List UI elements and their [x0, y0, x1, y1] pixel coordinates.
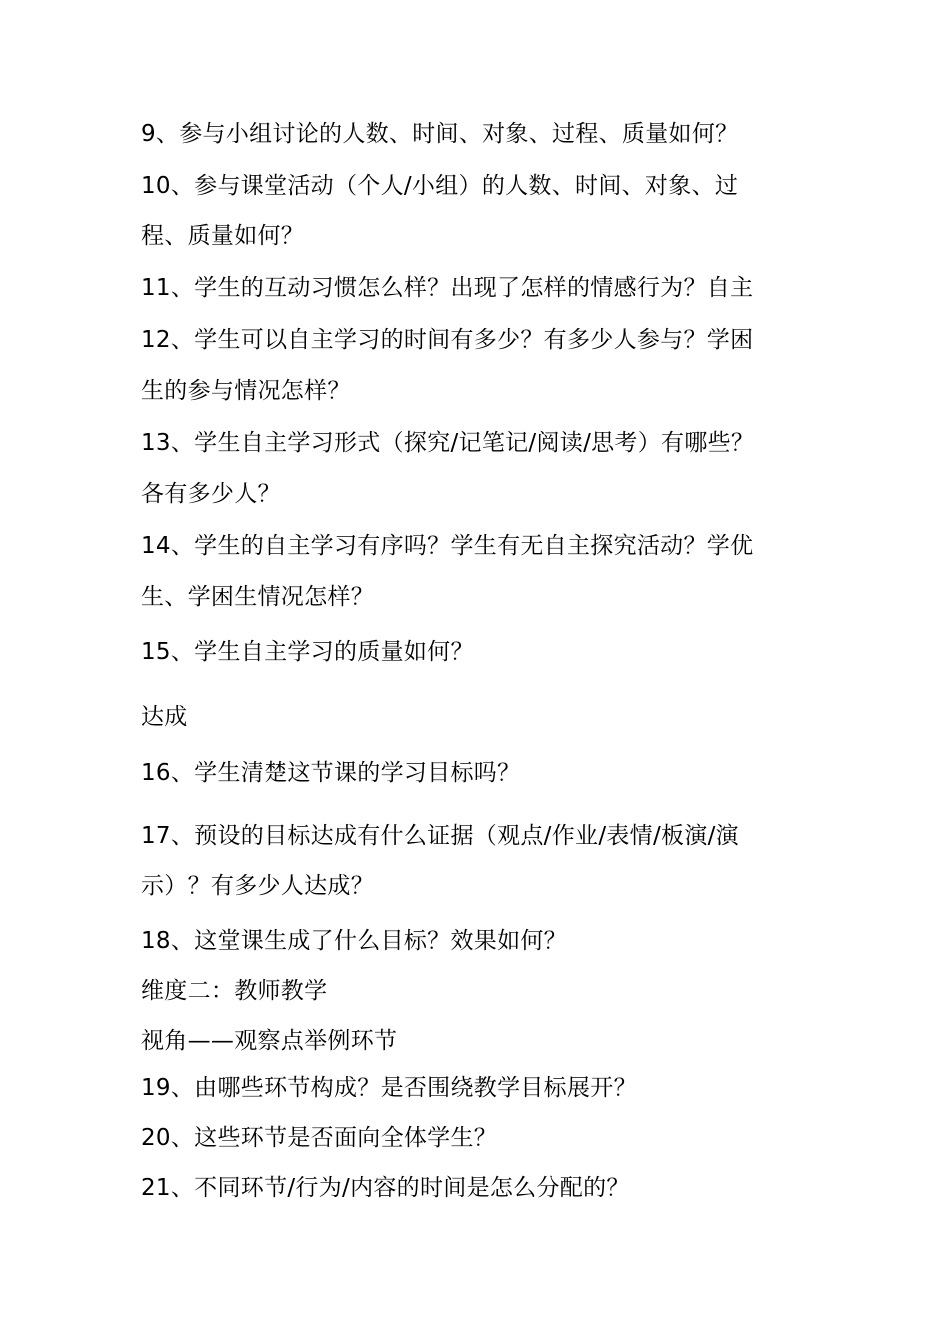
item-10-line-2: 程、质量如何？ — [141, 223, 305, 249]
section-heading-achievement: 达成 — [141, 704, 188, 730]
perspective-heading: 视角——观察点举例环节 — [141, 1028, 398, 1054]
item-14-line-2: 生、学困生情况怎样？ — [141, 584, 374, 610]
item-20: 20、这些环节是否面向全体学生？ — [141, 1125, 498, 1151]
item-10-line-1: 10、参与课堂活动（个人/小组）的人数、时间、对象、过 — [141, 173, 739, 199]
item-14-line-1: 14、学生的自主学习有序吗？学生有无自主探究活动？学优 — [141, 533, 754, 559]
item-18: 18、这堂课生成了什么目标？效果如何？ — [141, 928, 567, 954]
item-17-line-1: 17、预设的目标达成有什么证据（观点/作业/表情/板演/演 — [141, 823, 739, 849]
item-13-line-1: 13、学生自主学习形式（探究/记笔记/阅读/思考）有哪些？ — [141, 430, 755, 456]
item-12-line-2: 生的参与情况怎样？ — [141, 378, 351, 404]
item-19: 19、由哪些环节构成？是否围绕教学目标展开？ — [141, 1075, 637, 1101]
item-13-line-2: 各有多少人？ — [141, 481, 281, 507]
item-15: 15、学生自主学习的质量如何？ — [141, 639, 474, 665]
item-17-line-2: 示）？有多少人达成？ — [141, 873, 374, 899]
item-12-line-1: 12、学生可以自主学习的时间有多少？有多少人参与？学困 — [141, 327, 754, 353]
item-9: 9、参与小组讨论的人数、时间、对象、过程、质量如何？ — [141, 121, 739, 147]
item-11: 11、学生的互动习惯怎么样？出现了怎样的情感行为？自主 — [141, 275, 754, 301]
item-16: 16、学生清楚这节课的学习目标吗？ — [141, 760, 521, 786]
item-21: 21、不同环节/行为/内容的时间是怎么分配的？ — [141, 1175, 630, 1201]
dimension-heading-teacher-teaching: 维度二：教师教学 — [141, 978, 328, 1004]
